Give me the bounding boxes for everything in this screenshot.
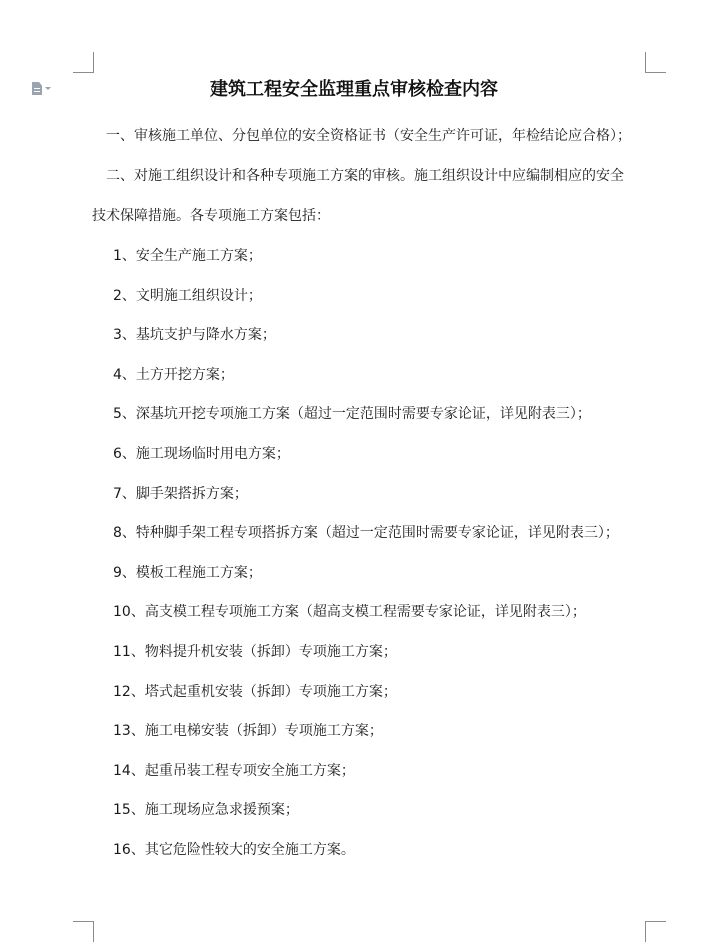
crop-mark-bottom-left: [73, 921, 94, 942]
list-item: 14、起重吊装工程专项安全施工方案；: [113, 763, 355, 779]
list-item: 2、文明施工组织设计；: [113, 288, 262, 304]
crop-mark-top-right: [645, 52, 666, 73]
document-title: 建筑工程安全监理重点审核检查内容: [210, 79, 498, 100]
list-item: 9、模板工程施工方案；: [113, 565, 262, 581]
list-item: 15、施工现场应急求援预案；: [113, 802, 299, 818]
list-item: 13、施工电梯安装（拆卸）专项施工方案；: [113, 723, 383, 739]
list-item: 16、其它危险性较大的安全施工方案。: [113, 842, 355, 858]
list-item: 6、施工现场临时用电方案；: [113, 446, 290, 462]
list-item: 11、物料提升机安装（拆卸）专项施工方案；: [113, 644, 397, 660]
list-item: 5、深基坑开挖专项施工方案（超过一定范围时需要专家论证，详见附表三）；: [113, 406, 591, 422]
list-item: 10、高支模工程专项施工方案（超高支模工程需要专家论证，详见附表三）；: [113, 604, 586, 620]
paragraph-1: 一、审核施工单位、分包单位的安全资格证书（安全生产许可证，年检结论应合格）；: [106, 128, 631, 144]
list-item: 3、基坑支护与降水方案；: [113, 327, 276, 343]
list-item: 4、土方开挖方案；: [113, 367, 234, 383]
list-item: 12、塔式起重机安装（拆卸）专项施工方案；: [113, 684, 397, 700]
list-item: 7、脚手架搭拆方案；: [113, 486, 248, 502]
paragraph-2-line-1: 二、对施工组织设计和各种专项施工方案的审核。施工组织设计中应编制相应的安全: [106, 168, 624, 184]
paragraph-2-line-2: 技术保障措施。各专项施工方案包括：: [92, 208, 330, 224]
list-item: 1、安全生产施工方案；: [113, 248, 262, 264]
crop-mark-bottom-right: [645, 921, 666, 942]
crop-mark-top-left: [73, 52, 94, 73]
list-item: 8、特种脚手架工程专项搭拆方案（超过一定范围时需要专家论证，详见附表三）；: [113, 525, 619, 541]
